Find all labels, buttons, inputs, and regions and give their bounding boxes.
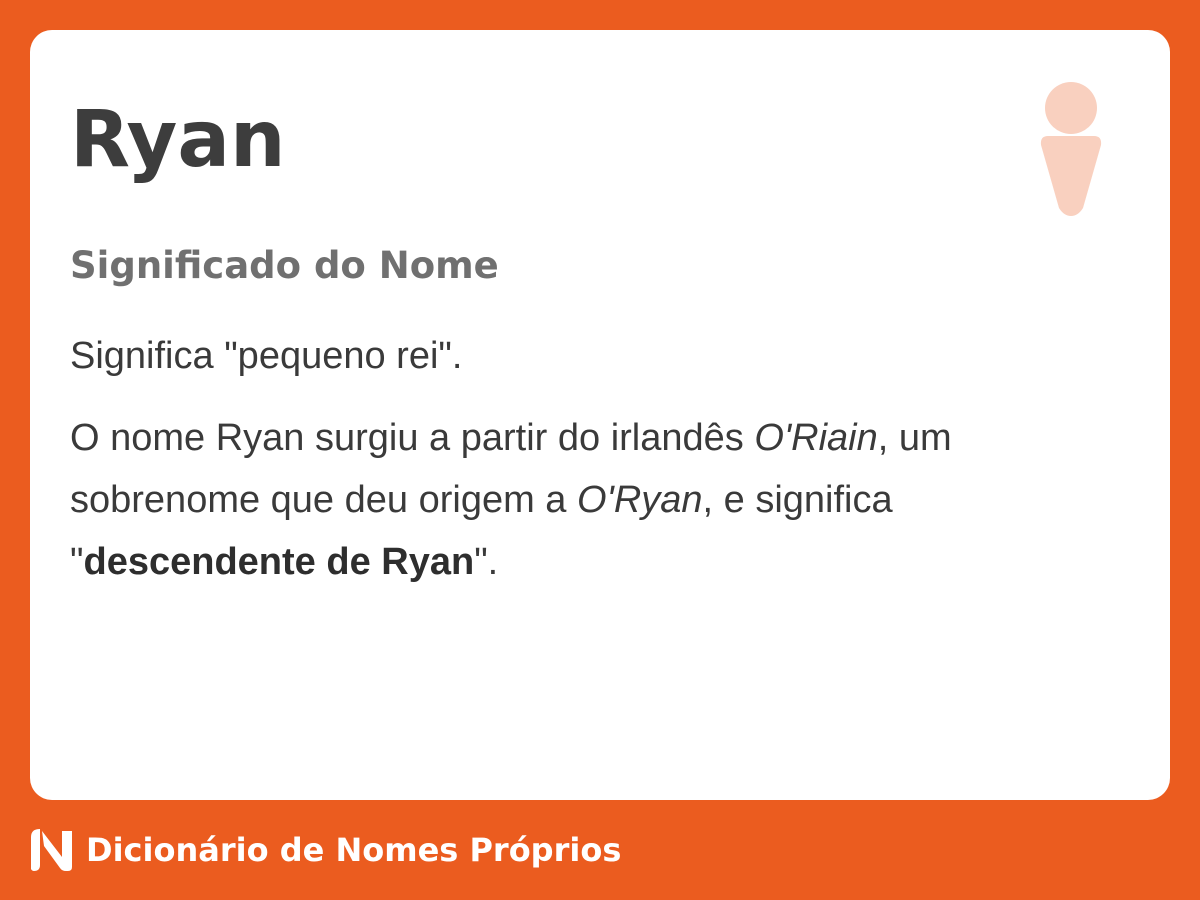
- name-card: [30, 30, 1170, 800]
- person-icon: [1038, 82, 1104, 216]
- person-body: [1041, 136, 1101, 216]
- origin-end: ".: [474, 541, 499, 583]
- origin-mid: , um sobrenome que deu origem a: [70, 417, 952, 521]
- origin-term-2: O'Ryan: [577, 479, 703, 521]
- origin-paragraph: [70, 407, 1110, 593]
- name-title: Ryan: [70, 95, 286, 185]
- origin-intro: O nome Ryan surgiu a partir do irlandês: [70, 417, 755, 459]
- origin-mid-2: , e significa ": [70, 479, 893, 583]
- n-logo-icon: [30, 827, 74, 873]
- section-heading: Significado do Nome: [70, 244, 499, 287]
- meaning-short: Significa "pequeno rei".: [70, 335, 463, 377]
- person-head: [1045, 82, 1097, 134]
- footer: [30, 824, 621, 876]
- origin-meaning-bold: descendente de Ryan: [83, 541, 475, 583]
- footer-brand: Dicionário de Nomes Próprios: [86, 831, 622, 869]
- origin-term-1: O'Riain: [754, 417, 878, 459]
